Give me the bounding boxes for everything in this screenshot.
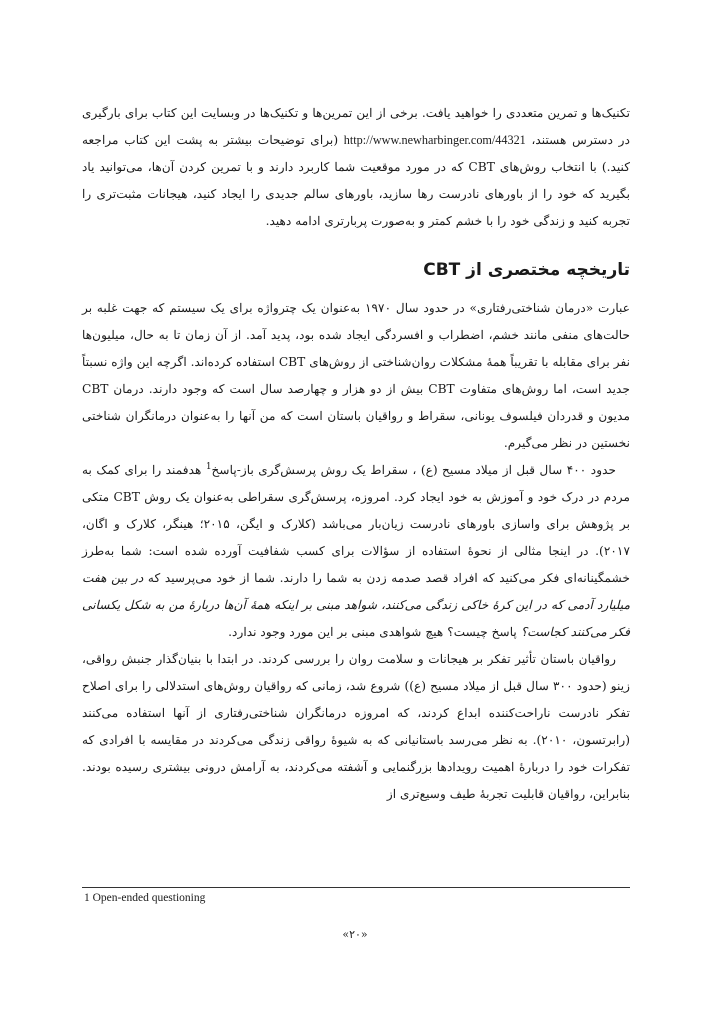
footnote: 1 Open-ended questioning [84, 892, 206, 904]
intro-paragraph [82, 100, 630, 235]
paragraph2-italic-question: در بین هفت میلیارد آدمی که در این کرهٔ خاکی زندگی می‌کنند، شواهد مبنی بر اینکه همهٔ آن‌ها دربارهٔ من به شکل یکسانی فکر می‌کنند کجاست؟ [82, 571, 630, 639]
paragraph2-part2: هدفمند را برای کمک به مردم در درک خود و آموزش به خود ایجاد کرد. امروزه، پرسش‌گری سقراطی به‌عنوان یک روش CBT متکی بر پژوهش برای واسازی باورهای نادرست زیان‌بار می‌باشد (کلارک و ایگن، ۲۰۱۵؛ هینگر، کلارک و اگان، ۲۰۱۷). در اینجا مثالی از نحوهٔ استفاده از سؤالات برای کسب شفافیت آورده شده است: شما به‌طرز خشمگینانه‌ای فکر می‌کنید که افراد قصد صدمه زدن به شما را دارند. شما از خود می‌پرسید که [82, 463, 631, 585]
intro-text-part2: (برای توضیحات بیشتر به پشت این کتاب مراجعه کنید.) با انتخاب روش‌های CBT که در مورد موقعیت شما کاربرد دارند و با تمرین کردن آن‌ها، می‌توانید یاد بگیرید که خود را از باورهای نادرست رها سازید، باورهای سالم جدیدی را ایجاد کنید، هیجانات مثبت‌تری را تجربه کنید و زندگی خود را با خشم کمتر و به‌صورت پربارتری ادامه دهید. [82, 133, 631, 228]
section-heading: تاریخچه مختصری از CBT [423, 260, 630, 280]
footnote-reference: 1 [205, 461, 212, 472]
paragraph2-part3: پاسخ چیست؟ هیچ شواهدی مبنی بر این مورد وجود ندارد. [228, 625, 521, 639]
paragraph2-part1: حدود ۴۰۰ سال قبل از میلاد مسیح (ع) ، سقراط یک روش پرسش‌گری باز-پاسخ [211, 463, 617, 477]
footnote-divider [82, 887, 630, 888]
history-paragraph-2 [82, 457, 630, 646]
history-paragraph-1: عبارت «درمان شناختی‌رفتاری» در حدود سال ۱۹۷۰ به‌عنوان یک چترواژه برای یک سیستم که جهت غلبه بر حالت‌های منفی مانند خشم، اضطراب و افسردگی ایجاد شده بود، پدید آمد. از آن زمان تا به حال، میلیون‌ها نفر برای مقابله با تقریباً همهٔ مشکلات روان‌شناختی از روش‌های CBT استفاده کرده‌اند. اگرچه این واژه نسبتاً جدید است، اما روش‌های متفاوت CBT بیش از دو هزار و چهارصد سال است که وجود دارند. درمان CBT مدیون و قدردان فیلسوف یونانی، سقراط و رواقیان باستان است که من آنها را به‌عنوان درمانگران شناختی نخستین در نظر می‌گیرم. [82, 301, 631, 450]
history-paragraph-3: رواقیان باستان تأثیر تفکر بر هیجانات و سلامت روان را بررسی کردند. در ابتدا با بنیان‌گذار جنبش رواقی، زینو (حدود ۳۰۰ سال قبل از میلاد مسیح (ع)) شروع شد، زمانی که رواقیان روش‌های استدلالی را برای اصلاح تفکر نادرست ناراحت‌کننده ابداع کردند، که امروزه درمانگران شناختی‌رفتاری از آنها استفاده می‌کنند (رابرتسون، ۲۰۱۰). به نظر می‌رسد باستانیانی که به شیوهٔ رواقی زندگی می‌کردند در مقایسه با افرادی که تفکرات خود را دربارهٔ اهمیت رویدادها بزرگنمایی و آشفته می‌کردند، به آرامش درونی بیشتری رسیده بودند. بنابراین، رواقیان قابلیت تجربهٔ طیف وسیع‌تری از [82, 652, 630, 801]
intro-text-part1: تکنیک‌ها و تمرین متعددی را خواهید یافت. برخی از این تمرین‌ها و تکنیک‌ها در وبسایت این کتاب برای بارگیری در دسترس هستند، [82, 106, 630, 147]
page-body [82, 100, 630, 808]
page-number: «۲۰» [342, 928, 368, 941]
website-url: http://www.newharbinger.com/44321 [343, 133, 526, 147]
